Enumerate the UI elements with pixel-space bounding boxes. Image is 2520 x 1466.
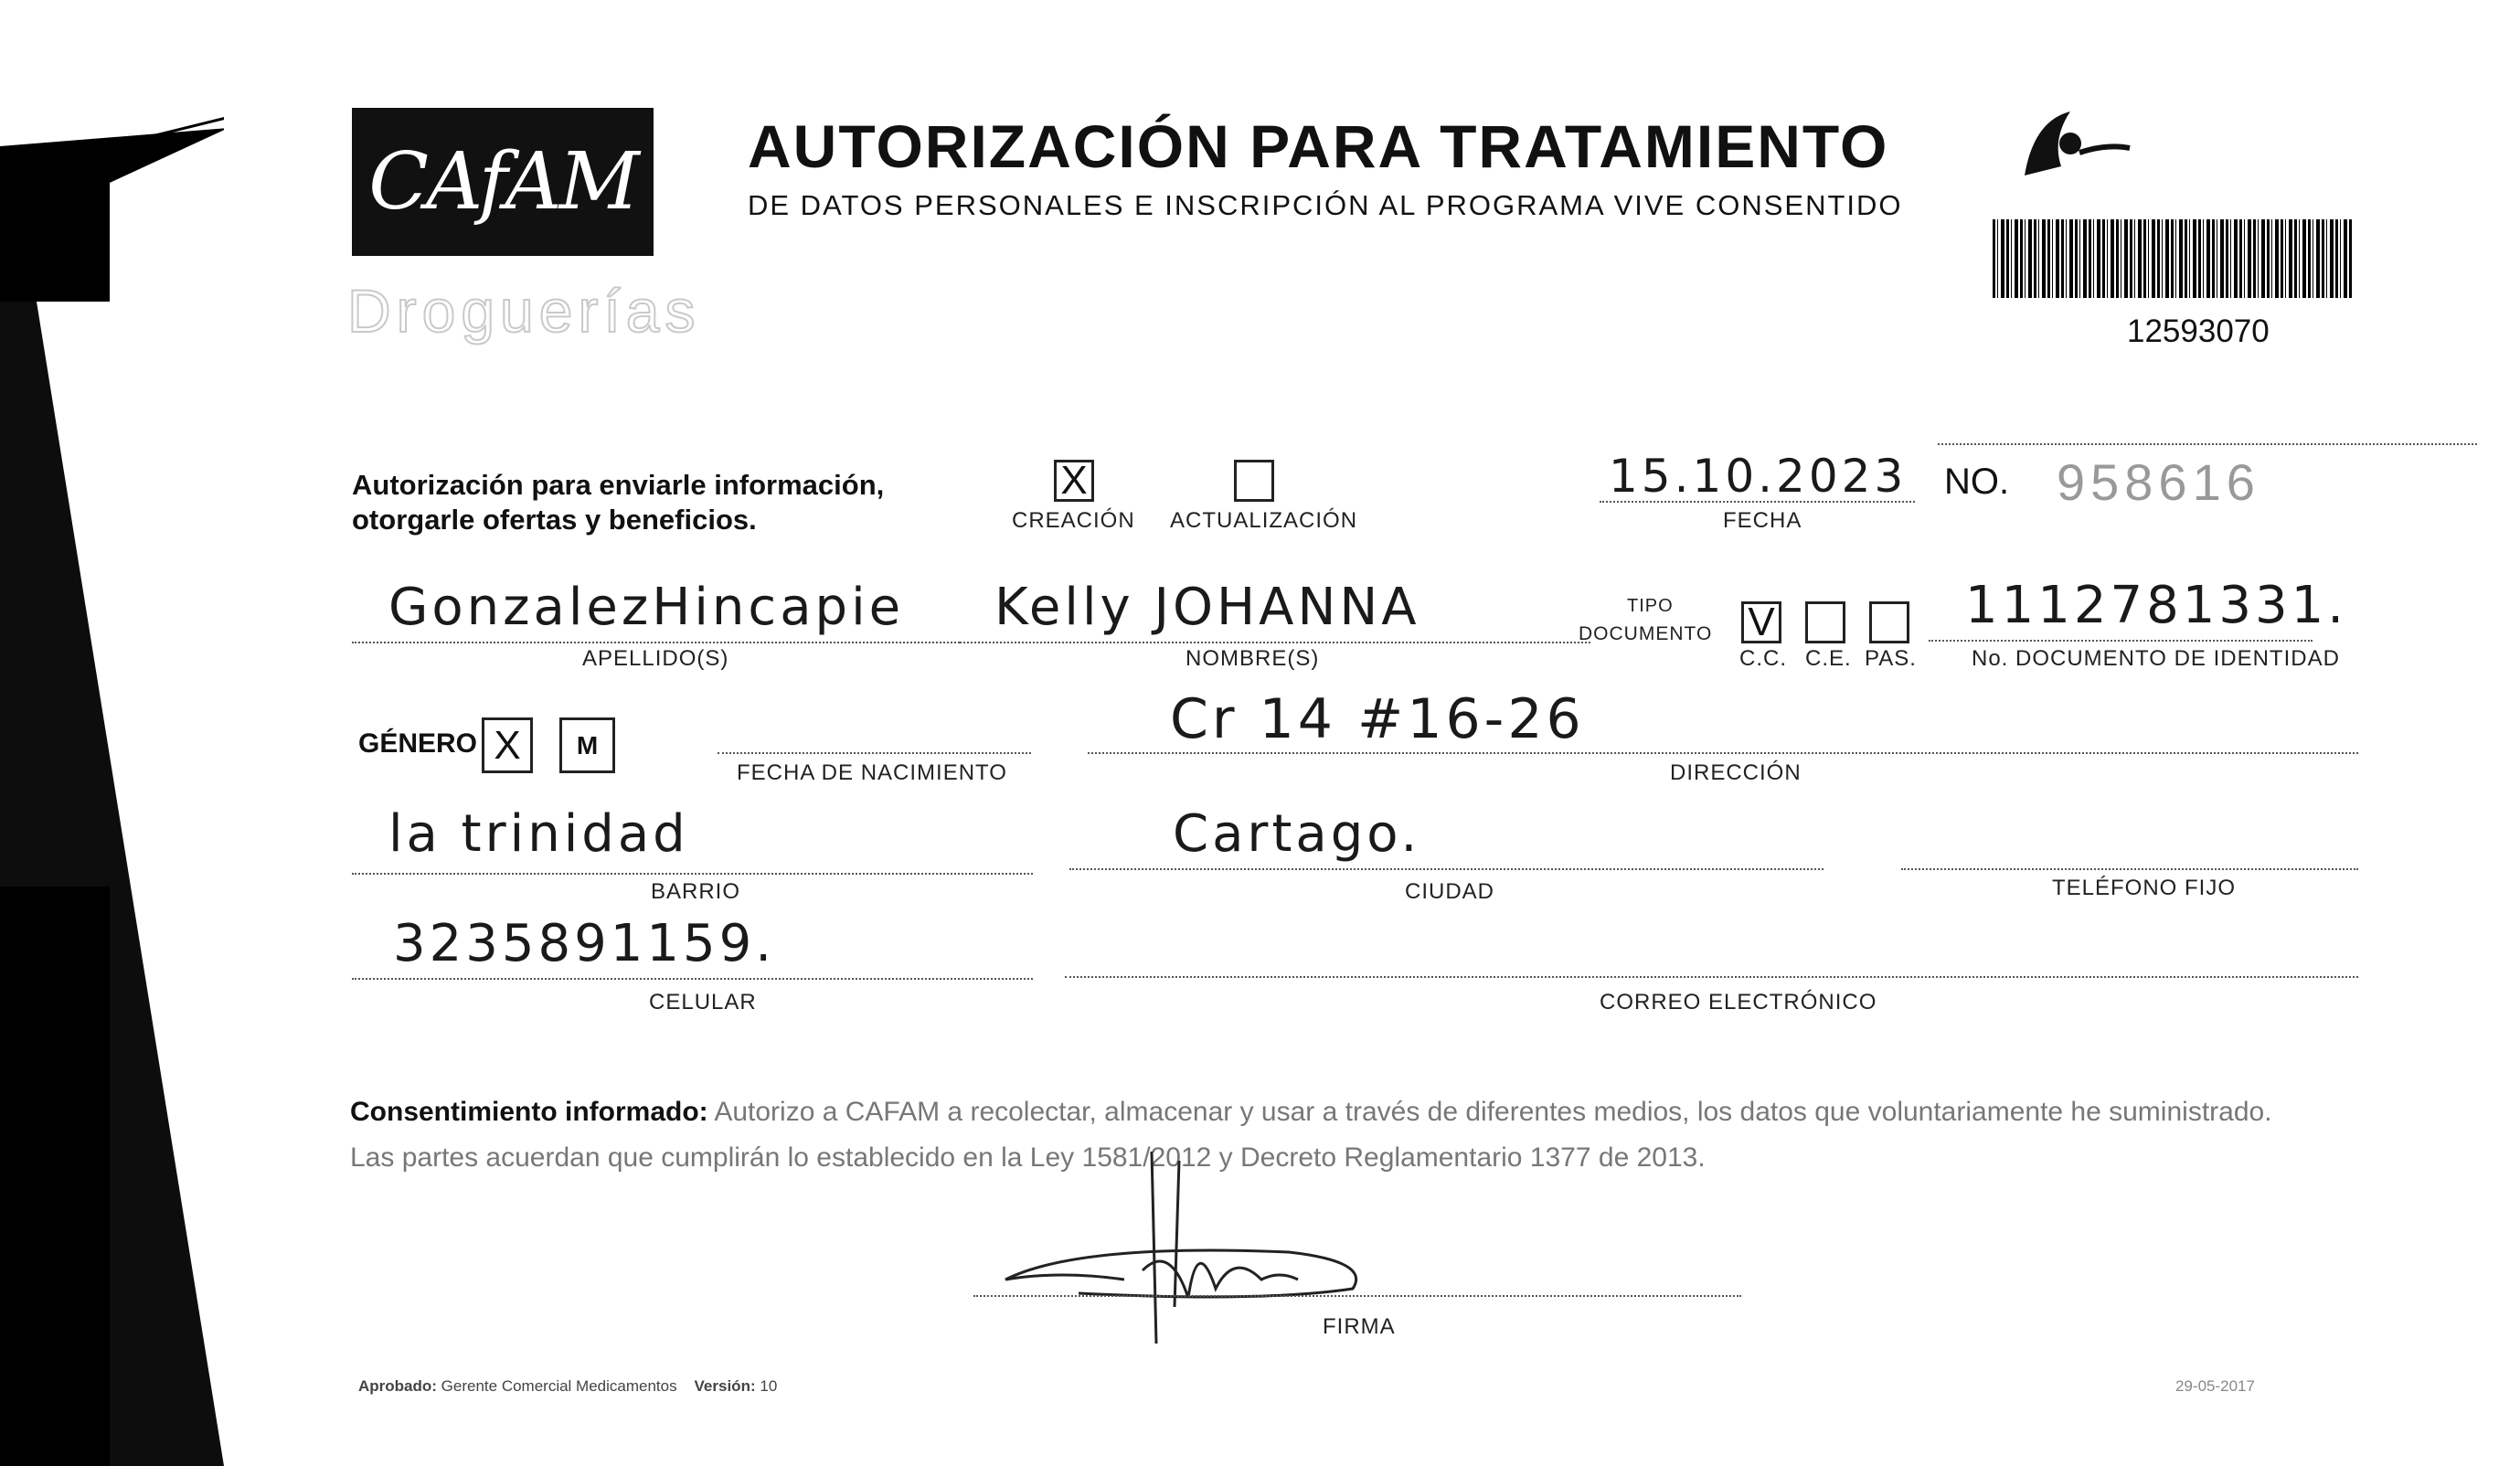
pas-label: PAS. (1865, 646, 1917, 671)
numero-line (1938, 443, 2477, 445)
fecha-value[interactable]: 15.10.2023 (1609, 450, 1908, 503)
fecha-line (1600, 501, 1915, 503)
genero-label: GÉNERO (358, 728, 478, 759)
cc-checkmark: V (1748, 600, 1775, 644)
firma-line (973, 1295, 1741, 1297)
nombres-value[interactable]: Kelly JOHANNA (994, 578, 1420, 637)
barcode (1993, 219, 2354, 298)
fecha-nacimiento-label: FECHA DE NACIMIENTO (737, 760, 1007, 785)
consent-heading: Consentimiento informado: (350, 1097, 708, 1127)
genero-m-label: M (576, 731, 599, 760)
ciudad-label: CIUDAD (1405, 879, 1495, 904)
direccion-label: DIRECCIÓN (1670, 760, 1802, 785)
creacion-checkbox[interactable] (1054, 460, 1094, 502)
direccion-value[interactable]: Cr 14 #16-26 (1170, 687, 1585, 751)
footer-approval (358, 1377, 777, 1396)
firma-label: FIRMA (1323, 1314, 1396, 1339)
aprobado-value: Gerente Comercial Medicamentos (441, 1377, 677, 1395)
authorization-label-1: Autorización para enviarle información, (352, 469, 885, 501)
celular-line (352, 978, 1033, 980)
nombres-line (960, 642, 1590, 643)
aprobado-label: Aprobado: (358, 1377, 437, 1395)
pas-checkbox[interactable] (1869, 601, 1909, 643)
nombres-label: NOMBRE(S) (1186, 646, 1320, 671)
cc-checkbox[interactable] (1741, 601, 1781, 643)
direccion-line (1088, 752, 2358, 754)
barcode-number: 12593070 (2127, 313, 2270, 349)
creacion-checkmark: X (1060, 458, 1088, 503)
cc-label: C.C. (1739, 646, 1787, 671)
genero-f-checkbox[interactable] (482, 717, 533, 773)
barrio-line (352, 873, 1033, 875)
fecha-nacimiento-line (718, 752, 1031, 754)
telefono-label: TELÉFONO FIJO (2052, 876, 2237, 900)
ciudad-value[interactable]: Cartago. (1173, 804, 1421, 864)
form-subtitle: DE DATOS PERSONALES E INSCRIPCIÓN AL PROGRAMA VIVE CONSENTIDO (748, 189, 1903, 221)
version-value: 10 (760, 1377, 778, 1395)
fecha-label: FECHA (1723, 508, 1802, 533)
documento-label: No. DOCUMENTO DE IDENTIDAD (1972, 646, 2340, 671)
documento-value[interactable]: 1112781331. (1965, 576, 2348, 635)
ce-checkbox[interactable] (1805, 601, 1845, 643)
footer-date: 29-05-2017 (2175, 1377, 2255, 1395)
actualizacion-checkbox[interactable] (1234, 460, 1274, 502)
cafam-logo (352, 108, 654, 256)
authorization-label-2: otorgarle ofertas y beneficios. (352, 504, 757, 536)
correo-line (1065, 976, 2358, 978)
genero-f-checkmark: X (494, 723, 521, 768)
correo-label: CORREO ELECTRÓNICO (1600, 990, 1877, 1015)
genero-m-checkbox[interactable] (559, 717, 615, 773)
ciudad-line (1069, 868, 1824, 870)
actualizacion-label: ACTUALIZACIÓN (1170, 508, 1358, 533)
apellidos-line (352, 642, 960, 643)
celular-label: CELULAR (649, 990, 757, 1015)
barrio-label: BARRIO (651, 879, 741, 904)
form-title: AUTORIZACIÓN PARA TRATAMIENTO (748, 112, 1889, 180)
documento-line (1929, 640, 2313, 642)
version-label: Versión: (694, 1377, 756, 1395)
apellidos-label: APELLIDO(S) (582, 646, 729, 671)
barrio-value[interactable]: la trinidad (388, 804, 689, 864)
ce-label: C.E. (1805, 646, 1852, 671)
logo-text: CAfAM (368, 136, 637, 228)
celular-value[interactable]: 3235891159. (393, 914, 776, 973)
creacion-label: CREACIÓN (1012, 508, 1135, 533)
logo-subtitle: Droguerías (347, 277, 701, 345)
consent-text-2: Las partes acuerdan que cumplirán lo establecido en la Ley 1581/2012 y Decreto Reglamentario 1377 de 2013. (350, 1142, 1706, 1173)
telefono-line (1901, 868, 2358, 870)
tipo-documento-label-2: DOCUMENTO (1579, 623, 1713, 644)
consent-text-1: Autorizo a CAFAM a recolectar, almacenar y usar a través de diferentes medios, los datos que voluntariamente he suministrado. (714, 1097, 2272, 1127)
tipo-documento-label-1: TIPO (1627, 596, 1674, 616)
scan-edge-shadow (0, 0, 224, 1466)
apellidos-value[interactable]: GonzalezHincapie (388, 578, 905, 637)
numero-value: 958616 (2057, 453, 2260, 511)
brand-mark-icon (2015, 102, 2134, 185)
numero-label: NO. (1944, 462, 2010, 502)
